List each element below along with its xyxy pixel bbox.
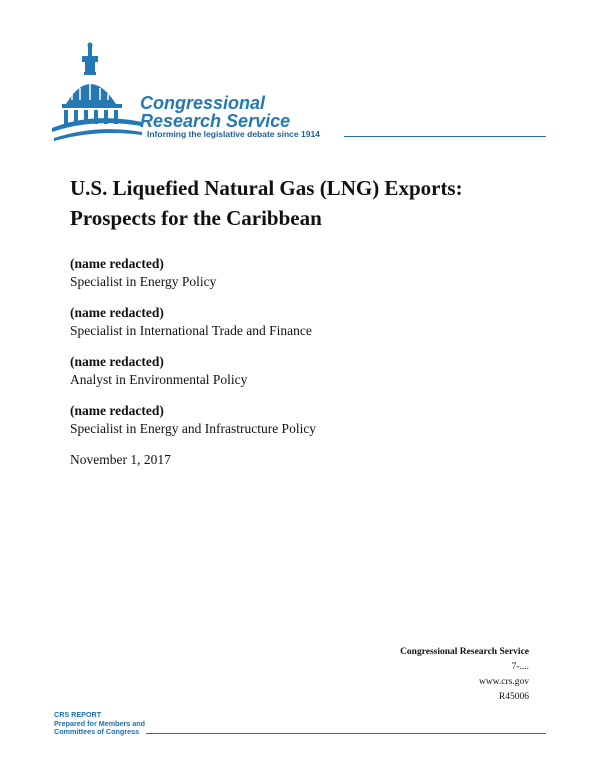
author-role: Specialist in Energy and Infrastructure Policy bbox=[70, 421, 317, 436]
report-tag-line-1: CRS REPORT bbox=[54, 710, 102, 719]
author-name: (name redacted) bbox=[70, 354, 164, 369]
footer-org: Congressional Research Service bbox=[400, 647, 529, 657]
author-block bbox=[70, 304, 540, 340]
author-block bbox=[70, 255, 540, 291]
report-date: November 1, 2017 bbox=[70, 452, 171, 467]
logo-line-2: Research Service bbox=[140, 111, 291, 131]
author-block bbox=[70, 402, 540, 438]
author-name: (name redacted) bbox=[70, 256, 164, 271]
crs-logo bbox=[52, 42, 552, 142]
report-tag-line-2: Prepared for Members and bbox=[54, 718, 146, 728]
report-number: R45006 bbox=[498, 692, 529, 702]
footer-website[interactable]: www.crs.gov bbox=[478, 677, 529, 687]
author-block bbox=[70, 353, 540, 389]
crs-report-tag bbox=[54, 711, 145, 737]
footer-phone: 7-.... bbox=[511, 662, 529, 672]
author-role: Analyst in Environmental Policy bbox=[70, 372, 248, 387]
capitol-dome-icon bbox=[52, 42, 142, 142]
author-name: (name redacted) bbox=[70, 403, 164, 418]
crs-contact-block bbox=[400, 645, 529, 705]
author-name: (name redacted) bbox=[70, 305, 164, 320]
logo-line-1: Congressional bbox=[140, 93, 266, 113]
report-tag-line-3: Committees of Congress bbox=[54, 727, 140, 736]
logo-wordmark bbox=[140, 94, 290, 130]
report-title: U.S. Liquefied Natural Gas (LNG) Exports: Prospects for the Caribbean bbox=[70, 176, 463, 230]
logo-divider bbox=[344, 136, 546, 137]
author-role: Specialist in Energy Policy bbox=[70, 274, 217, 289]
author-role: Specialist in International Trade and Finance bbox=[70, 323, 312, 338]
logo-tagline: Informing the legislative debate since 1914 bbox=[147, 129, 320, 139]
footer-divider bbox=[146, 733, 546, 734]
